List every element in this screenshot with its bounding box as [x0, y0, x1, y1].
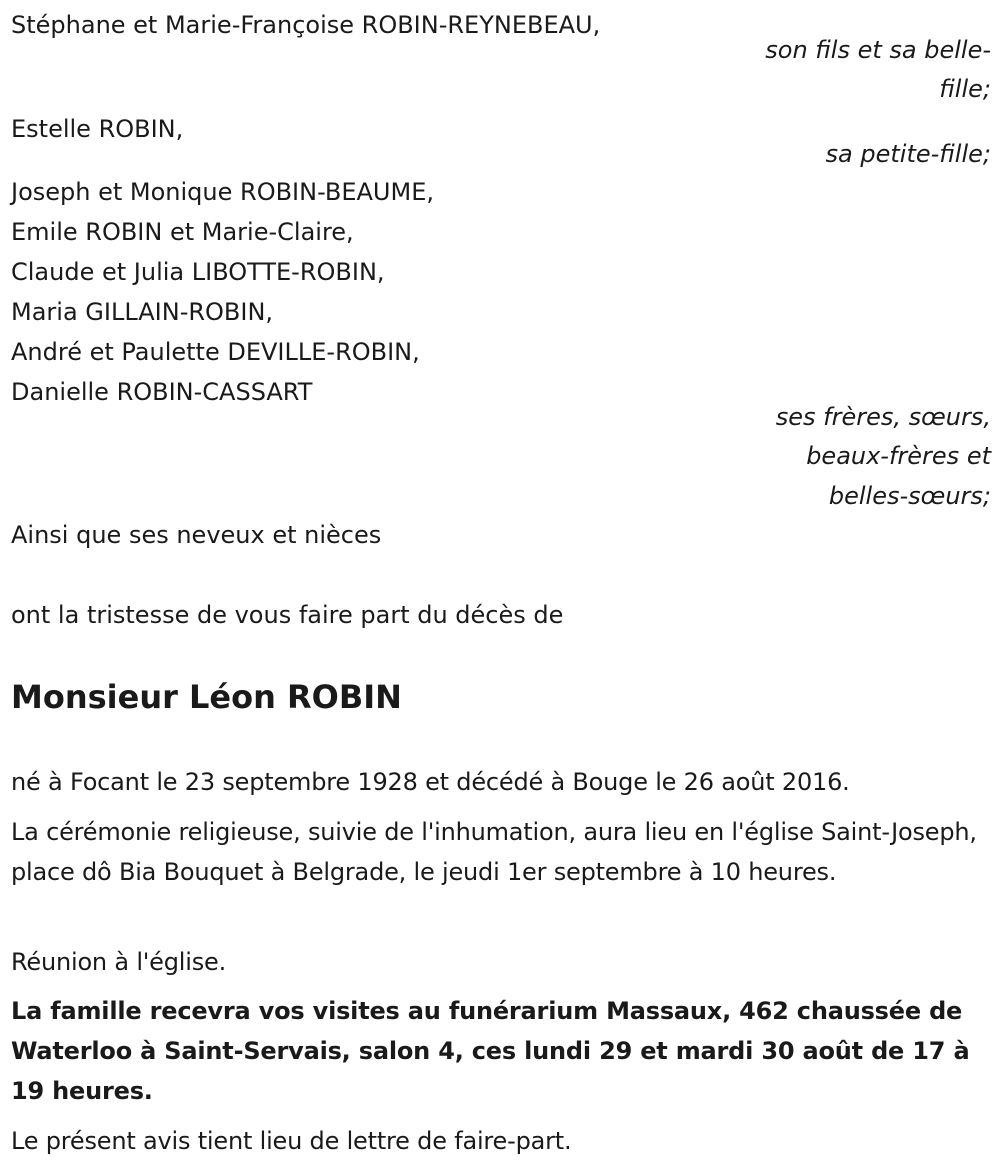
nephews-nieces: Ainsi que ses neveux et nièces — [11, 521, 382, 549]
ceremony-info: La cérémonie religieuse, suivie de l'inhumation, aura lieu en l'église Saint-Joseph, place dô Bia Bouquet à Belgrade, le jeudi 1er septembre à 10 heures. — [11, 818, 977, 886]
sibling-name: Emile ROBIN et Marie-Claire, — [11, 218, 354, 246]
announcement-text: ont la tristesse de vous faire part du décès de — [11, 601, 564, 629]
sibling-name: Claude et Julia LIBOTTE-ROBIN, — [11, 258, 385, 286]
son-relation-line1: son fils et sa belle- — [765, 36, 991, 64]
visits-info: La famille recevra vos visites au funérarium Massaux, 462 chaussée de Waterloo à Saint-Servais, salon 4, ces lundi 29 et mardi 30 août de 17 à 19 heures. — [11, 997, 970, 1105]
granddaughter-name: Estelle ROBIN, — [11, 115, 184, 143]
sibling-name: André et Paulette DEVILLE-ROBIN, — [11, 338, 420, 366]
son-names: Stéphane et Marie-Françoise ROBIN-REYNEBEAU, — [11, 11, 601, 39]
sibling-name: Danielle ROBIN-CASSART — [11, 378, 313, 406]
sibling-name: Maria GILLAIN-ROBIN, — [11, 298, 274, 326]
notice-info: Le présent avis tient lieu de lettre de faire-part. — [11, 1127, 572, 1155]
deceased-name: Monsieur Léon ROBIN — [11, 678, 402, 716]
granddaughter-relation: sa petite-fille; — [825, 140, 991, 168]
son-relation-line2: fille; — [939, 75, 991, 103]
birth-death-info: né à Focant le 23 septembre 1928 et décédé à Bouge le 26 août 2016. — [11, 768, 850, 796]
siblings-relation-line: beaux-frères et — [806, 442, 991, 470]
siblings-relation-line: ses frères, sœurs, — [775, 403, 991, 431]
meeting-info: Réunion à l'église. — [11, 948, 227, 976]
siblings-relation-line: belles-sœurs; — [828, 482, 991, 510]
sibling-name: Joseph et Monique ROBIN-BEAUME, — [11, 178, 434, 206]
